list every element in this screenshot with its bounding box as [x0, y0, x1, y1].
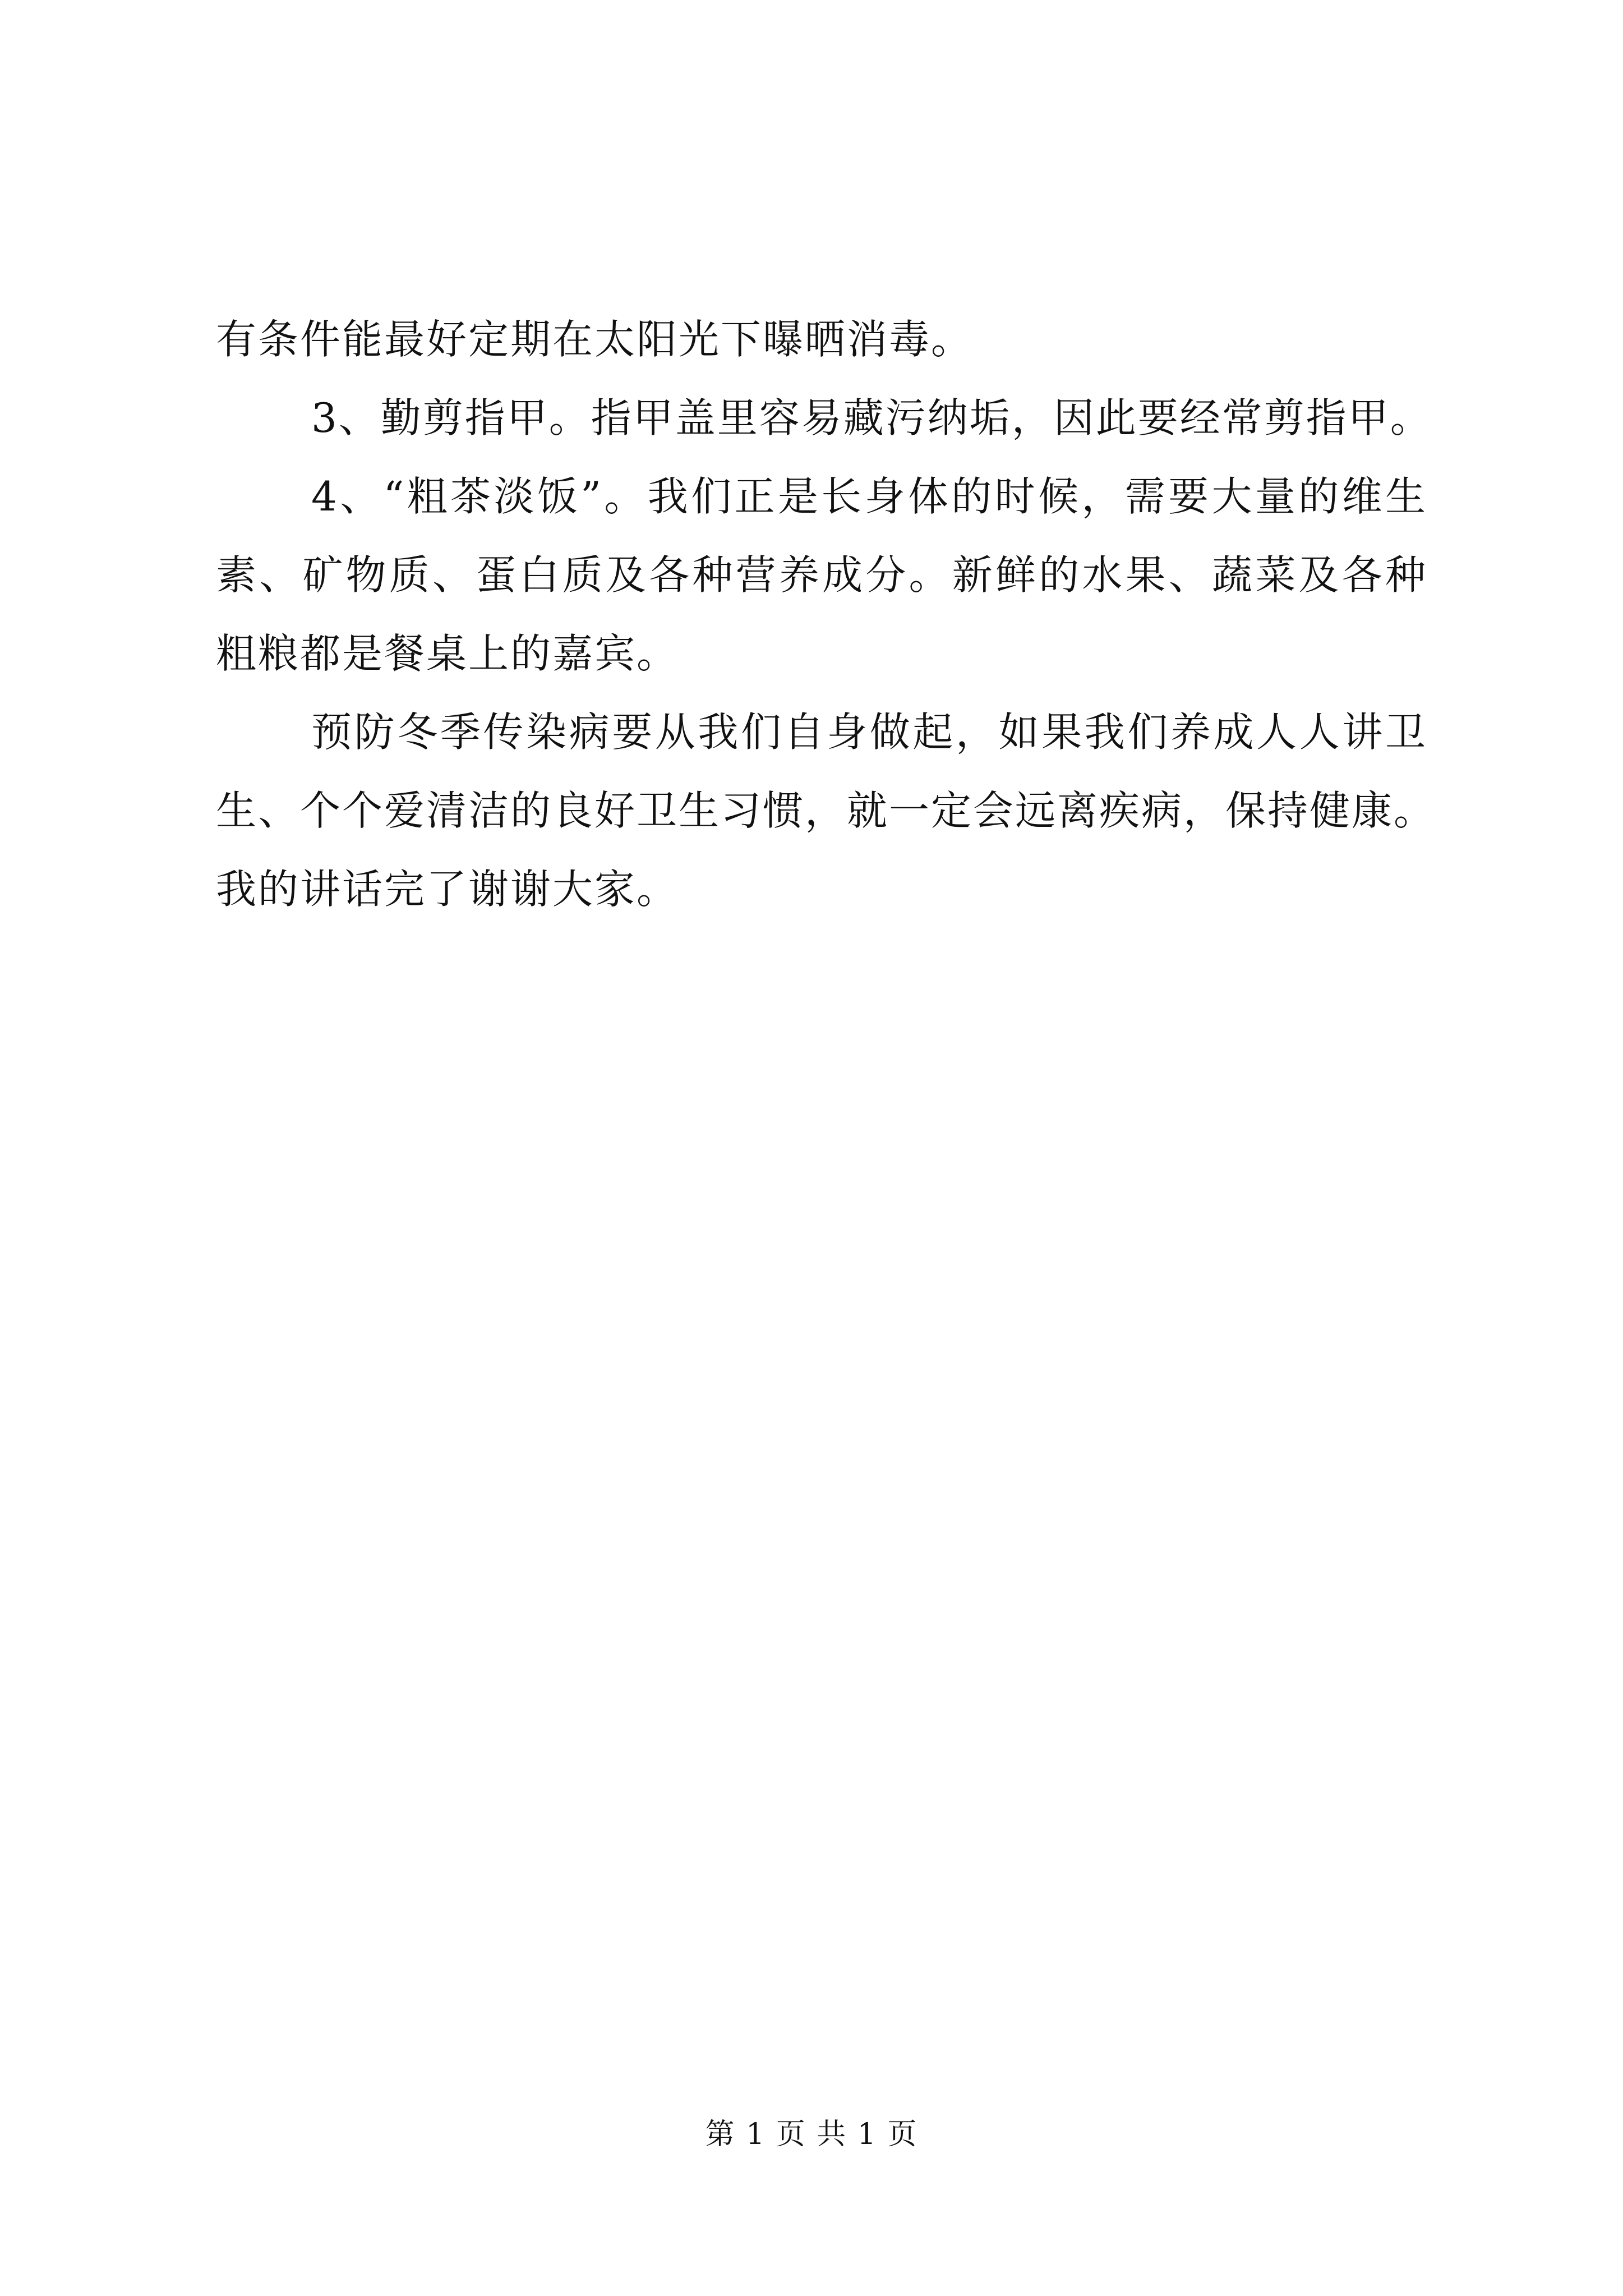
paragraph-line: 4、“粗茶淡饭”。我们正是长身体的时候，需要大量的维生: [311, 473, 1427, 520]
paragraph-line: 素、矿物质、蛋白质及各种营养成分。新鲜的水果、蔬菜及各种: [216, 551, 1427, 599]
document-body: [216, 300, 1436, 928]
paragraph-line: 生、个个爱清洁的良好卫生习惯，就一定会远离疾病，保持健康。: [216, 787, 1436, 834]
paragraph-line: 预防冬季传染病要从我们自身做起，如果我们养成人人讲卫: [311, 708, 1427, 756]
paragraph-line: 粗粮都是餐桌上的嘉宾。: [216, 630, 679, 677]
paragraph-line: 有条件能最好定期在太阳光下曝晒消毒。: [216, 316, 974, 363]
page-number-footer: 第 1 页 共 1 页: [705, 2118, 918, 2151]
paragraph-line: 3、勤剪指甲。指甲盖里容易藏污纳垢，因此要经常剪指甲。: [311, 394, 1432, 441]
paragraph-line: 我的讲话完了谢谢大家。: [216, 866, 679, 913]
